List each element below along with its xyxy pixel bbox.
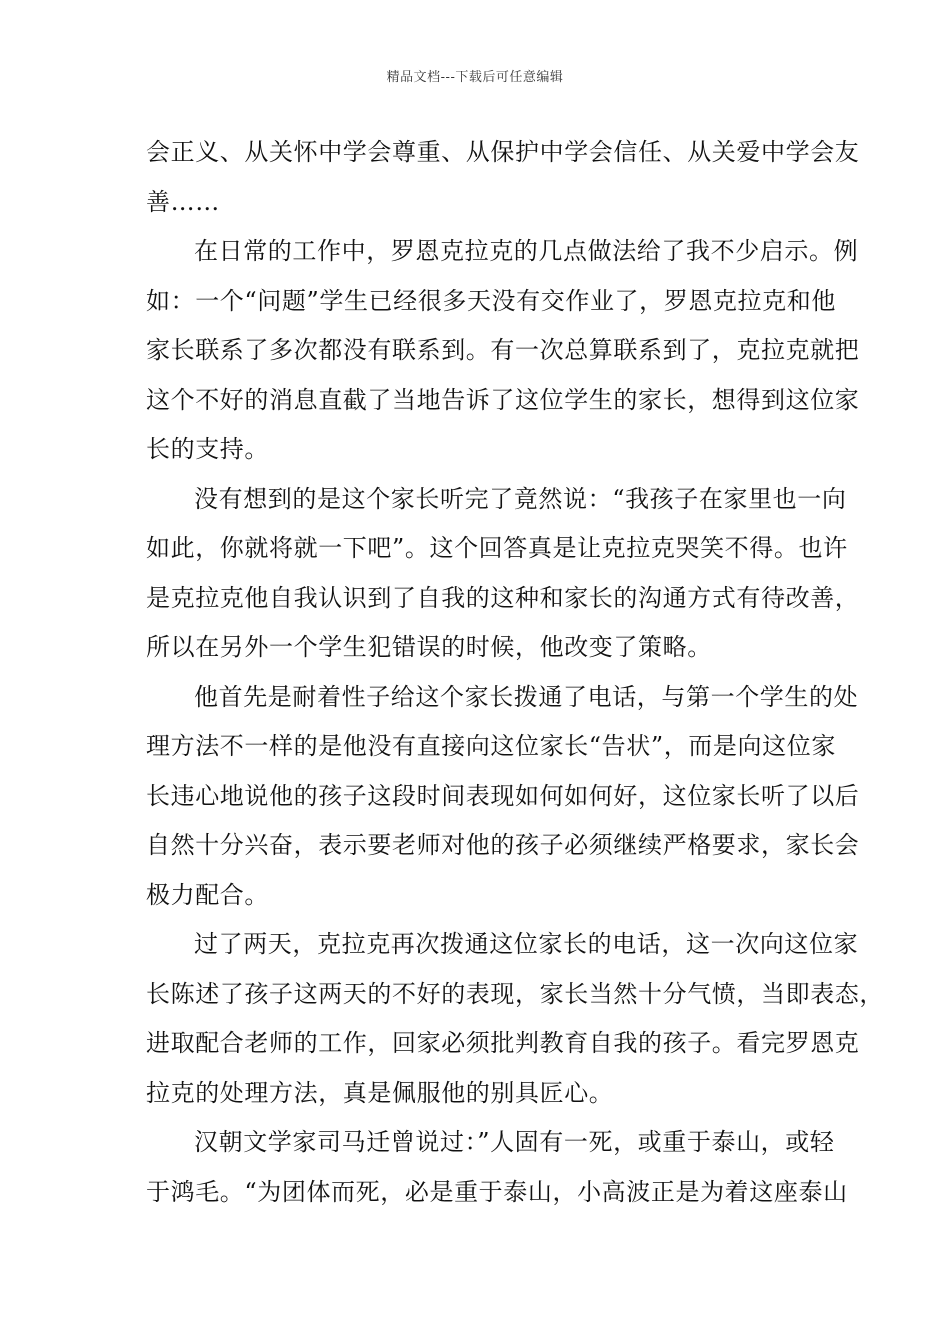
text-line: 长陈述了孩子这两天的不好的表现，家长当然十分气愤，当即表态，: [146, 979, 884, 1008]
paragraph-2: [146, 227, 860, 475]
text-line: 如此，你就将就一下吧”。这个回答真是让克拉克哭笑不得。也许: [146, 534, 848, 562]
document-body: [146, 128, 884, 1217]
text-line: 于鸿毛。“为团体而死，必是重于泰山，小高波正是为着这座泰山: [146, 1177, 848, 1206]
text-line: 是克拉克他自我认识到了自我的这种和家长的沟通方式有待改善，: [146, 583, 860, 612]
paragraph-1: [146, 128, 860, 227]
paragraph-6: [146, 1118, 848, 1217]
paragraph-3: [146, 475, 860, 673]
text-line: 长违心地说他的孩子这段时间表现如何如何好，这位家长听了以后: [146, 781, 860, 810]
text-line: 善……: [146, 187, 220, 216]
text-line: 所以在另外一个学生犯错误的时候，他改变了策略。: [146, 633, 712, 661]
text-line: 拉克的处理方法，真是佩服他的别具匠心。: [146, 1078, 614, 1107]
text-line: 进取配合老师的工作，回家必须批判教育自我的孩子。看完罗恩克: [146, 1029, 860, 1057]
text-line: 会正义、从关怀中学会尊重、从保护中学会信任、从关爱中学会友: [146, 138, 860, 166]
text-line: 过了两天，克拉克再次拨通这位家长的电话，这一次向这位家: [194, 930, 859, 958]
paragraph-4: [146, 673, 860, 921]
text-line: 这个不好的消息直截了当地告诉了这位学生的家长，想得到这位家: [146, 385, 860, 414]
text-line: 没有想到的是这个家长听完了竟然说：“我孩子在家里也一向: [194, 484, 847, 513]
text-line: 长的支持。: [146, 435, 269, 463]
text-line: 极力配合。: [146, 880, 269, 909]
text-line: 汉朝文学家司马迁曾说过：”人固有一死，或重于泰山，或轻: [194, 1128, 835, 1156]
page-header: 精品文档---下载后可任意编辑: [386, 70, 564, 85]
text-line: 他首先是耐着性子给这个家长拨通了电话，与第一个学生的处: [194, 682, 859, 711]
text-line: 如：一个“问题”学生已经很多天没有交作业了，罗恩克拉克和他: [146, 286, 836, 315]
text-line: 家长联系了多次都没有联系到。有一次总算联系到了，克拉克就把: [146, 336, 860, 364]
text-line: 自然十分兴奋，表示要老师对他的孩子必须继续严格要求，家长会: [146, 831, 860, 859]
text-line: 在日常的工作中，罗恩克拉克的几点做法给了我不少启示。例: [194, 237, 859, 265]
text-line: 理方法不一样的是他没有直接向这位家长“告状”，而是向这位家: [146, 732, 836, 760]
paragraph-5: [146, 920, 884, 1118]
